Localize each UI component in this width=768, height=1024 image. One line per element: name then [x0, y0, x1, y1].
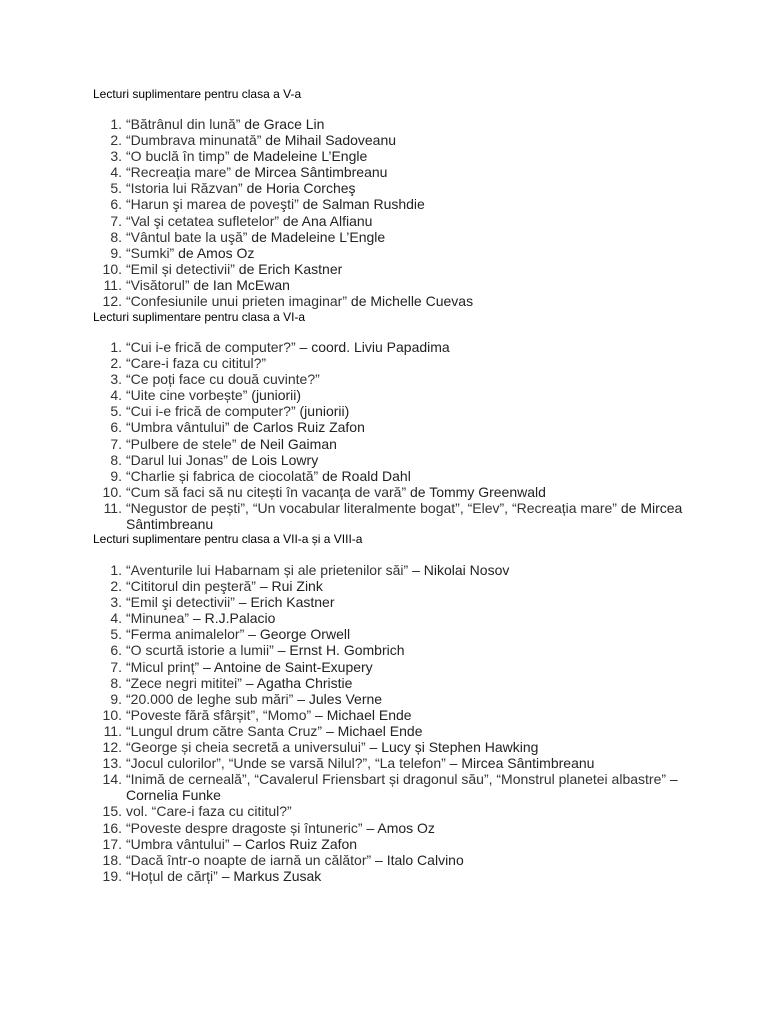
- list-item: [93, 659, 683, 675]
- book-title: “Uite cine vorbește”: [126, 387, 248, 404]
- list-item-number: 10.: [102, 483, 122, 500]
- list-item-number: 7.: [110, 212, 122, 229]
- book-author: (juniorii): [295, 403, 350, 420]
- list-item-number: 6.: [110, 196, 122, 213]
- list-item: [93, 691, 683, 707]
- list-item: [93, 868, 683, 884]
- book-title: “Confesiunile unui prieten imaginar”: [126, 293, 348, 310]
- list-item: [93, 164, 683, 180]
- list-item-number: 10.: [102, 706, 122, 723]
- list-item-number: 16.: [102, 819, 122, 836]
- book-author: – Cornelia Funke: [126, 771, 678, 804]
- book-author: – R.J.Palacio: [189, 610, 276, 627]
- book-title: “Visătorul”: [126, 276, 190, 293]
- section-heading-grade-7-8: Lecturi suplimentare pentru clasa a VII-a și a VIII-a: [93, 532, 363, 546]
- list-item-number: 3.: [110, 594, 122, 611]
- book-list-grade-5: [93, 116, 683, 309]
- book-title: “Recreația mare”: [126, 164, 232, 181]
- list-item-number: 8.: [110, 674, 122, 691]
- book-title: “Cititorul din peşteră”: [126, 578, 256, 595]
- book-title: “O buclă în timp”: [126, 148, 230, 165]
- list-item-number: 7.: [110, 658, 122, 675]
- book-author: de Madeleine L’Engle: [229, 148, 368, 165]
- list-item: [93, 642, 683, 658]
- book-title: “Vântul bate la uşă”: [126, 228, 248, 245]
- book-title: “Ce poți face cu două cuvinte?”: [126, 371, 320, 388]
- list-item-number: 13.: [102, 755, 122, 772]
- book-author: – George Orwell: [244, 626, 351, 643]
- book-author: – Amos Oz: [362, 819, 435, 836]
- list-item: [93, 339, 683, 355]
- book-title: “George și cheia secretă a universului”: [126, 739, 366, 756]
- list-item: [93, 610, 683, 626]
- book-author: de Mircea Sântimbreanu: [126, 499, 683, 533]
- book-title: “Aventurile lui Habarnam și ale prietenilor săi”: [126, 562, 409, 578]
- list-item: [93, 293, 683, 309]
- book-author: – Jules Verne: [293, 690, 383, 707]
- list-item-number: 4.: [110, 387, 122, 404]
- book-title: “Emil şi detectivii”: [126, 594, 235, 611]
- list-item-number: 12.: [102, 293, 122, 310]
- book-title: “Val şi cetatea sufletelor”: [126, 212, 280, 229]
- list-item: [93, 803, 683, 819]
- list-item-number: 9.: [110, 244, 122, 261]
- book-author: de Horia Corcheş: [242, 180, 356, 197]
- book-title: “Harun şi marea de poveşti”: [126, 196, 299, 213]
- list-item: [93, 436, 683, 452]
- book-author: de Tommy Greenwald: [406, 483, 546, 500]
- book-author: de Salman Rushdie: [298, 196, 425, 213]
- list-item: [93, 148, 683, 164]
- list-item-number: 15.: [102, 803, 122, 820]
- section-heading-grade-5: Lecturi suplimentare pentru clasa a V-a: [93, 87, 302, 101]
- book-author: – Ernst H. Gombrich: [273, 642, 405, 659]
- book-author: – Nikolai Nosov: [408, 562, 510, 578]
- list-item-number: 8.: [110, 228, 122, 245]
- list-item-number: 6.: [110, 419, 122, 436]
- book-title: “Pulbere de stele”: [126, 435, 237, 452]
- list-item-number: 1.: [110, 339, 122, 355]
- book-title: “20.000 de leghe sub mări”: [126, 690, 294, 707]
- book-title: “Umbra vântului”: [126, 835, 230, 852]
- list-item: [93, 836, 683, 852]
- book-author: de Neil Gaiman: [236, 435, 337, 452]
- list-item-number: 18.: [102, 851, 122, 868]
- book-author: de Erich Kastner: [234, 260, 343, 277]
- book-author: – coord. Liviu Papadima: [295, 339, 450, 355]
- book-title: “Cui i-e frică de computer?”: [126, 339, 296, 355]
- list-item-number: 12.: [102, 739, 122, 756]
- book-author: – Carlos Ruiz Zafon: [229, 835, 358, 852]
- book-author: de Lois Lowry: [227, 451, 319, 468]
- list-item: [93, 116, 683, 132]
- list-item: [93, 755, 683, 771]
- book-author: – Italo Calvino: [371, 851, 464, 868]
- book-author: de Carlos Ruiz Zafon: [229, 419, 365, 436]
- section-heading-grade-6: Lecturi suplimentare pentru clasa a VI-a: [93, 310, 306, 324]
- book-title: “Bătrânul din lună”: [126, 116, 241, 132]
- list-item-number: 11.: [103, 276, 122, 293]
- book-author: – Michael Ende: [311, 706, 412, 723]
- list-item-number: 6.: [110, 642, 122, 659]
- book-title: “Istoria lui Răzvan”: [126, 180, 243, 197]
- list-item: [93, 594, 683, 610]
- book-title: “Care-i faza cu cititul?”: [126, 355, 267, 372]
- list-item-number: 5.: [110, 626, 122, 643]
- list-item-number: 5.: [110, 403, 122, 420]
- list-item-number: 17.: [102, 835, 122, 852]
- book-title: “Zece negri mititei”: [126, 674, 242, 691]
- book-title: “Micul prinț”: [126, 658, 200, 675]
- list-item-number: 1.: [110, 116, 122, 132]
- list-item: [93, 229, 683, 245]
- list-item: [93, 484, 683, 500]
- list-item-number: 4.: [110, 610, 122, 627]
- list-item: [93, 707, 683, 723]
- book-list-grade-6: [93, 339, 683, 532]
- book-author: – Michael Ende: [322, 722, 423, 739]
- list-item: [93, 403, 683, 419]
- book-author: (juniorii): [247, 387, 302, 404]
- list-item: [93, 675, 683, 691]
- list-item: [93, 213, 683, 229]
- book-author: de Ian McEwan: [189, 276, 290, 293]
- book-title: vol. “Care-i faza cu cititul?”: [126, 803, 292, 820]
- list-item-number: 7.: [110, 435, 122, 452]
- book-title: “Umbra vântului”: [126, 419, 230, 436]
- list-item: [93, 771, 683, 803]
- list-item-number: 2.: [110, 355, 122, 372]
- book-title: “Charlie și fabrica de ciocolată”: [126, 467, 319, 484]
- book-title: “Lungul drum către Santa Cruz”: [126, 722, 323, 739]
- book-title: “Cui i-e frică de computer?”: [126, 403, 296, 420]
- book-title: “Cum să faci să nu citești în vacanța de vară”: [126, 483, 407, 500]
- list-item-number: 5.: [110, 180, 122, 197]
- list-item-number: 19.: [102, 867, 122, 884]
- list-item: [93, 196, 683, 212]
- list-item: [93, 500, 683, 532]
- list-item: [93, 180, 683, 196]
- book-author: de Ana Alfianu: [279, 212, 373, 229]
- book-author: – Rui Zink: [255, 578, 323, 595]
- book-title: “Minunea”: [126, 610, 190, 627]
- list-item-number: 4.: [110, 164, 122, 181]
- book-author: de Michelle Cuevas: [347, 293, 474, 310]
- list-item: [93, 355, 683, 371]
- list-item: [93, 371, 683, 387]
- list-item-number: 14.: [102, 771, 122, 788]
- book-title: “Emil și detectivii”: [126, 260, 235, 277]
- book-author: de Amos Oz: [174, 244, 255, 261]
- list-item: [93, 387, 683, 403]
- list-item-number: 11.: [103, 499, 122, 516]
- list-item-number: 2.: [110, 132, 122, 149]
- book-title: “Inimă de cerneală”, “Cavalerul Friensbart și dragonul său”, “Monstrul planetei albastre”: [126, 771, 667, 788]
- book-author: de Madeleine L’Engle: [247, 228, 386, 245]
- book-title: “Ferma animalelor”: [126, 626, 245, 643]
- book-author: de Roald Dahl: [318, 467, 411, 484]
- list-item: [93, 820, 683, 836]
- book-title: “Darul lui Jonas”: [126, 451, 228, 468]
- book-title: “Jocul culorilor”, “Unde se varsă Nilul?”, “La telefon”: [126, 755, 446, 772]
- list-item: [93, 852, 683, 868]
- book-title: “Poveste fără sfârșit”, “Momo”: [126, 706, 312, 723]
- book-author: – Erich Kastner: [234, 594, 335, 611]
- list-item-number: 2.: [110, 578, 122, 595]
- list-item-number: 3.: [110, 371, 122, 388]
- list-item-number: 1.: [110, 562, 122, 578]
- book-title: “Poveste despre dragoste și întuneric”: [126, 819, 363, 836]
- book-title: “Sumki”: [126, 244, 175, 261]
- book-author: – Markus Zusak: [217, 867, 322, 884]
- book-title: “Negustor de pești”, “Un vocabular literalmente bogat”, “Elev”, “Recreația mare”: [126, 499, 617, 516]
- list-item-number: 9.: [110, 690, 122, 707]
- list-item: [93, 277, 683, 293]
- book-author: – Antoine de Saint-Exupery: [199, 658, 373, 675]
- list-item: [93, 578, 683, 594]
- list-item: [93, 452, 683, 468]
- list-item: [93, 739, 683, 755]
- book-title: “Dumbrava minunată”: [126, 132, 262, 149]
- book-author: de Mihail Sadoveanu: [261, 132, 397, 149]
- list-item: [93, 626, 683, 642]
- list-item: [93, 261, 683, 277]
- list-item-number: 11.: [103, 722, 122, 739]
- book-title: “O scurtă istorie a lumii”: [126, 642, 274, 659]
- book-author: – Lucy și Stephen Hawking: [365, 739, 539, 756]
- list-item-number: 8.: [110, 451, 122, 468]
- list-item: [93, 132, 683, 148]
- book-author: de Mircea Sântimbreanu: [231, 164, 388, 181]
- list-item-number: 3.: [110, 148, 122, 165]
- list-item: [93, 419, 683, 435]
- list-item-number: 9.: [110, 467, 122, 484]
- book-author: – Mircea Sântimbreanu: [445, 755, 595, 772]
- book-title: “Dacă într-o noapte de iarnă un călător”: [126, 851, 372, 868]
- list-item: [93, 723, 683, 739]
- book-list-grade-7-8: [93, 562, 683, 884]
- book-title: “Hoțul de cărți”: [126, 867, 218, 884]
- book-author: – Agatha Christie: [241, 674, 353, 691]
- list-item: [93, 245, 683, 261]
- list-item: [93, 562, 683, 578]
- list-item: [93, 468, 683, 484]
- list-item-number: 10.: [102, 260, 122, 277]
- book-author: de Grace Lin: [240, 116, 325, 132]
